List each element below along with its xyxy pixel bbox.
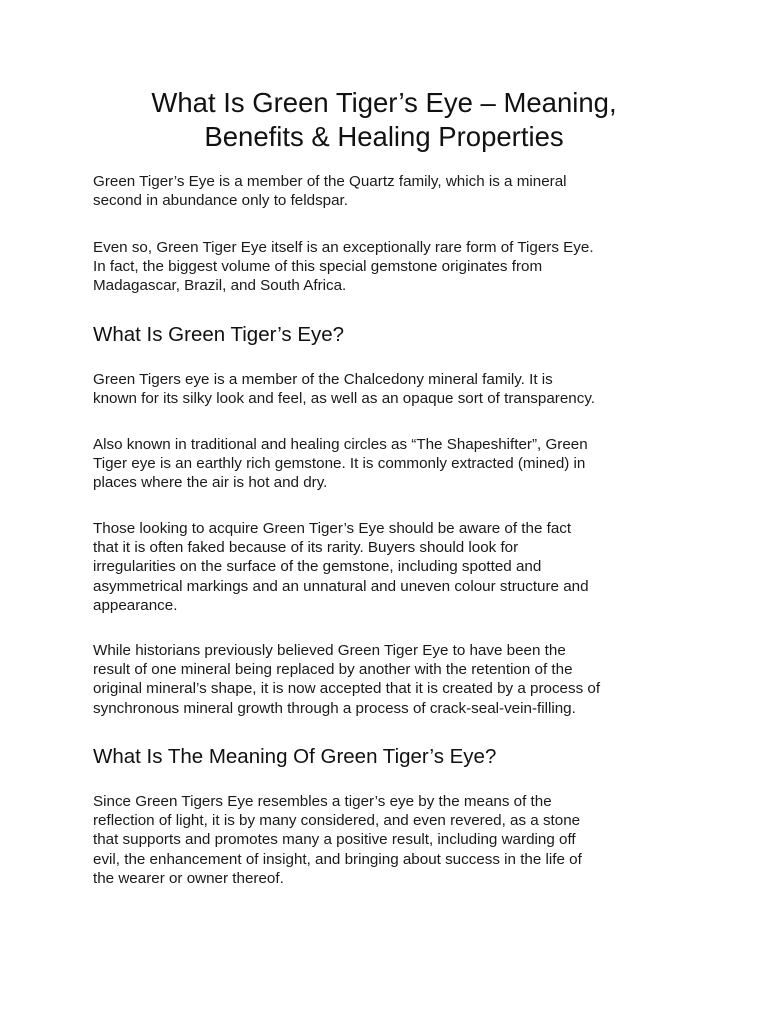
text-line: Those looking to acquire Green Tiger’s Eye should be aware of the fact: [93, 520, 572, 537]
text-line: Green Tiger’s Eye is a member of the Quartz family, which is a mineral: [93, 173, 567, 190]
text-line: Madagascar, Brazil, and South Africa.: [93, 277, 347, 295]
page-title: [60, 86, 708, 154]
text-line: synchronous mineral growth through a process of crack-seal-vein-filling.: [93, 699, 576, 717]
text-line: the wearer or owner thereof.: [93, 869, 284, 887]
section1-paragraph-4: [93, 641, 600, 718]
section-heading-what-is: What Is Green Tiger’s Eye?: [93, 323, 345, 346]
text-line: Tiger eye is an earthly rich gemstone. It is commonly extracted (mined) in: [93, 455, 586, 473]
text-line: Also known in traditional and healing circles as “The Shapeshifter”, Green: [93, 436, 588, 453]
text-line: appearance.: [93, 596, 178, 614]
text-line: Green Tigers eye is a member of the Chalcedony mineral family. It is: [93, 371, 553, 388]
section2-paragraph-1: [93, 792, 582, 888]
text-line: result of one mineral being replaced by another with the retention of the: [93, 661, 573, 679]
text-line: that it is often faked because of its rarity. Buyers should look for: [93, 539, 519, 557]
text-line: evil, the enhancement of insight, and bringing about success in the life of: [93, 850, 582, 868]
intro-paragraph-1: [93, 172, 567, 210]
text-line: While historians previously believed Green Tiger Eye to have been the: [93, 642, 566, 659]
section-heading-meaning: What Is The Meaning Of Green Tiger’s Eye?: [93, 745, 497, 768]
text-line: reflection of light, it is by many considered, and even revered, as a stone: [93, 812, 581, 830]
section1-paragraph-2: [93, 435, 588, 493]
text-line: that supports and promotes many a positive result, including warding off: [93, 831, 576, 849]
text-line: Since Green Tigers Eye resembles a tiger’s eye by the means of the: [93, 793, 552, 810]
text-line: Even so, Green Tiger Eye itself is an exceptionally rare form of Tigers Eye.: [93, 239, 594, 256]
text-line: asymmetrical markings and an unnatural and uneven colour structure and: [93, 577, 589, 595]
page-title-line-1: What Is Green Tiger’s Eye – Meaning,: [151, 87, 617, 118]
text-line: second in abundance only to feldspar.: [93, 192, 348, 210]
text-line: original mineral’s shape, it is now accepted that it is created by a process of: [93, 680, 601, 698]
text-line: In fact, the biggest volume of this special gemstone originates from: [93, 258, 543, 276]
intro-paragraph-2: [93, 238, 594, 296]
text-line: known for its silky look and feel, as well as an opaque sort of transparency.: [93, 390, 596, 408]
text-line: irregularities on the surface of the gemstone, including spotted and: [93, 558, 542, 576]
section1-paragraph-3: [93, 519, 589, 615]
text-line: places where the air is hot and dry.: [93, 474, 328, 492]
section1-paragraph-1: [93, 370, 595, 408]
page-title-line-2: Benefits & Healing Properties: [204, 121, 564, 152]
